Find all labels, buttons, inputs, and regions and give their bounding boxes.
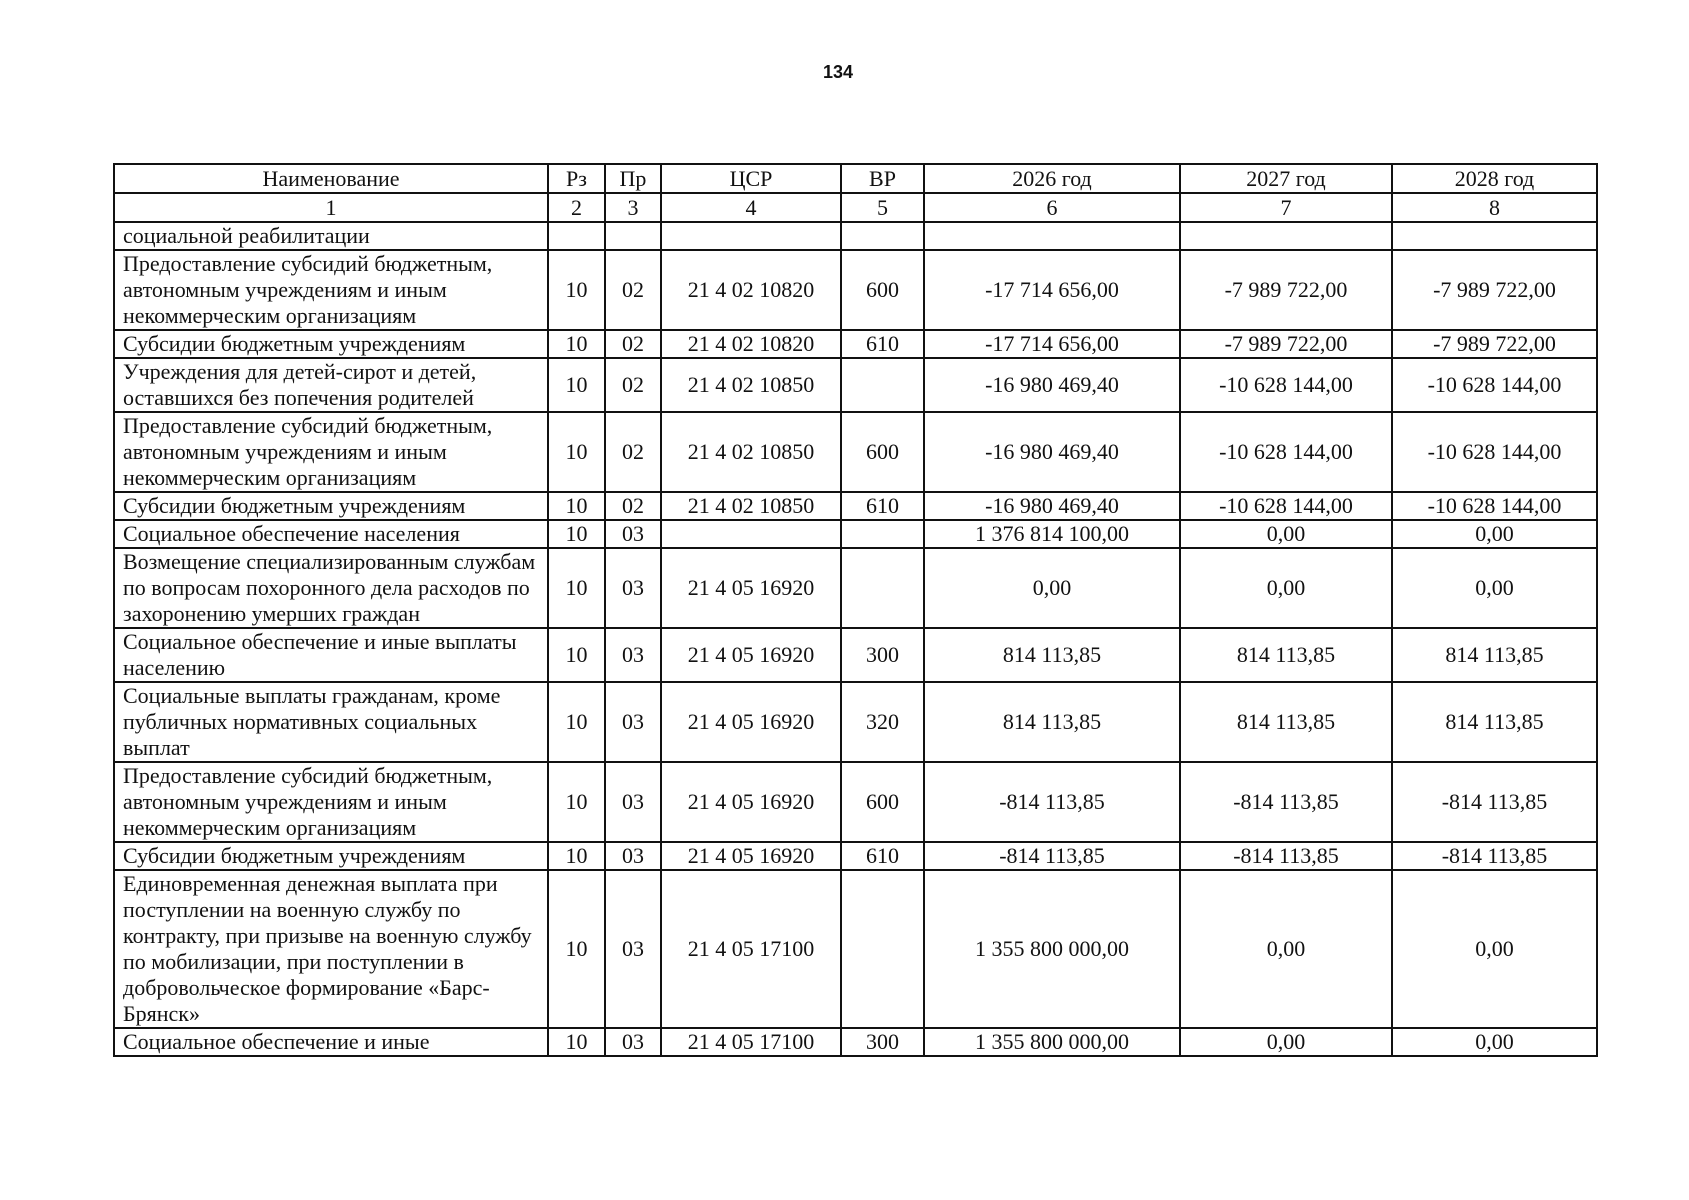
amount-2028-cell	[1392, 222, 1597, 250]
column-number: 6	[924, 193, 1180, 222]
table-row	[114, 870, 1597, 1028]
csr-cell: 21 4 02 10820	[661, 330, 841, 358]
vr-cell	[841, 520, 924, 548]
table-body	[114, 222, 1597, 1056]
pr-cell: 03	[605, 548, 661, 628]
rz-cell: 10	[548, 628, 605, 682]
name-cell: Возмещение специализированным службам по вопросам похоронного дела расходов по захоронению умерших граждан	[114, 548, 548, 628]
amount-2027-cell: -7 989 722,00	[1180, 250, 1392, 330]
pr-cell	[605, 222, 661, 250]
vr-cell: 600	[841, 250, 924, 330]
table-row	[114, 412, 1597, 492]
amount-2028-cell: 0,00	[1392, 870, 1597, 1028]
vr-cell	[841, 870, 924, 1028]
amount-2026-cell: -814 113,85	[924, 842, 1180, 870]
amount-2027-cell: 0,00	[1180, 870, 1392, 1028]
rz-cell: 10	[548, 762, 605, 842]
amount-2027-cell: 0,00	[1180, 548, 1392, 628]
amount-2026-cell	[924, 222, 1180, 250]
amount-2026-cell: -16 980 469,40	[924, 358, 1180, 412]
column-header-rz: Рз	[548, 164, 605, 193]
amount-2028-cell: 0,00	[1392, 520, 1597, 548]
amount-2027-cell	[1180, 222, 1392, 250]
table-row	[114, 1028, 1597, 1056]
pr-cell: 03	[605, 682, 661, 762]
amount-2026-cell: -17 714 656,00	[924, 330, 1180, 358]
table-row	[114, 548, 1597, 628]
name-cell: Социальное обеспечение и иные выплаты населению	[114, 628, 548, 682]
column-number: 4	[661, 193, 841, 222]
table-row	[114, 250, 1597, 330]
name-cell: Социальные выплаты гражданам, кроме публичных нормативных социальных выплат	[114, 682, 548, 762]
amount-2028-cell: 0,00	[1392, 1028, 1597, 1056]
amount-2027-cell: -814 113,85	[1180, 762, 1392, 842]
csr-cell	[661, 222, 841, 250]
vr-cell: 300	[841, 628, 924, 682]
vr-cell: 610	[841, 492, 924, 520]
vr-cell	[841, 358, 924, 412]
amount-2026-cell: -17 714 656,00	[924, 250, 1180, 330]
rz-cell	[548, 222, 605, 250]
amount-2027-cell: -10 628 144,00	[1180, 358, 1392, 412]
pr-cell: 02	[605, 330, 661, 358]
rz-cell: 10	[548, 330, 605, 358]
name-cell: Предоставление субсидий бюджетным, автономным учреждениям и иным некоммерческим организациям	[114, 412, 548, 492]
pr-cell: 03	[605, 762, 661, 842]
pr-cell: 03	[605, 1028, 661, 1056]
amount-2026-cell: -16 980 469,40	[924, 492, 1180, 520]
name-cell: Предоставление субсидий бюджетным, автономным учреждениям и иным некоммерческим организациям	[114, 250, 548, 330]
rz-cell: 10	[548, 520, 605, 548]
vr-cell: 600	[841, 762, 924, 842]
amount-2028-cell: -7 989 722,00	[1392, 330, 1597, 358]
amount-2026-cell: -16 980 469,40	[924, 412, 1180, 492]
column-number: 5	[841, 193, 924, 222]
pr-cell: 03	[605, 628, 661, 682]
vr-cell: 300	[841, 1028, 924, 1056]
amount-2026-cell: 1 376 814 100,00	[924, 520, 1180, 548]
table-row	[114, 330, 1597, 358]
amount-2026-cell: -814 113,85	[924, 762, 1180, 842]
amount-2028-cell: -10 628 144,00	[1392, 412, 1597, 492]
pr-cell: 03	[605, 520, 661, 548]
amount-2027-cell: 814 113,85	[1180, 628, 1392, 682]
csr-cell: 21 4 02 10850	[661, 358, 841, 412]
column-header-name: Наименование	[114, 164, 548, 193]
budget-table	[113, 163, 1598, 1057]
csr-cell: 21 4 05 16920	[661, 762, 841, 842]
rz-cell: 10	[548, 412, 605, 492]
name-cell: Единовременная денежная выплата при поступлении на военную службу по контракту, при призыве на военную службу по мобилизации, при поступлении в добровольческое формирование «Барс-Брянск»	[114, 870, 548, 1028]
rz-cell: 10	[548, 548, 605, 628]
rz-cell: 10	[548, 250, 605, 330]
name-cell: Социальное обеспечение населения	[114, 520, 548, 548]
vr-cell: 610	[841, 330, 924, 358]
table-row	[114, 222, 1597, 250]
pr-cell: 03	[605, 842, 661, 870]
csr-cell: 21 4 05 16920	[661, 682, 841, 762]
name-cell: Учреждения для детей-сирот и детей, оставшихся без попечения родителей	[114, 358, 548, 412]
csr-cell: 21 4 02 10850	[661, 412, 841, 492]
name-cell: Субсидии бюджетным учреждениям	[114, 492, 548, 520]
rz-cell: 10	[548, 682, 605, 762]
column-number-row	[114, 193, 1597, 222]
amount-2026-cell: 814 113,85	[924, 628, 1180, 682]
csr-cell: 21 4 05 17100	[661, 870, 841, 1028]
table-row	[114, 762, 1597, 842]
name-cell: Социальное обеспечение и иные	[114, 1028, 548, 1056]
amount-2028-cell: 814 113,85	[1392, 682, 1597, 762]
csr-cell: 21 4 05 16920	[661, 548, 841, 628]
column-header-2026: 2026 год	[924, 164, 1180, 193]
name-cell: социальной реабилитации	[114, 222, 548, 250]
column-header-csr: ЦСР	[661, 164, 841, 193]
column-number: 7	[1180, 193, 1392, 222]
table-row	[114, 682, 1597, 762]
amount-2028-cell: 0,00	[1392, 548, 1597, 628]
column-header-vr: ВР	[841, 164, 924, 193]
pr-cell: 03	[605, 870, 661, 1028]
amount-2028-cell: -814 113,85	[1392, 762, 1597, 842]
amount-2027-cell: 0,00	[1180, 1028, 1392, 1056]
amount-2026-cell: 1 355 800 000,00	[924, 1028, 1180, 1056]
csr-cell: 21 4 02 10850	[661, 492, 841, 520]
vr-cell: 610	[841, 842, 924, 870]
amount-2028-cell: -814 113,85	[1392, 842, 1597, 870]
amount-2027-cell: -7 989 722,00	[1180, 330, 1392, 358]
amount-2026-cell: 814 113,85	[924, 682, 1180, 762]
csr-cell	[661, 520, 841, 548]
column-header-2027: 2027 год	[1180, 164, 1392, 193]
rz-cell: 10	[548, 492, 605, 520]
name-cell: Субсидии бюджетным учреждениям	[114, 842, 548, 870]
column-header-2028: 2028 год	[1392, 164, 1597, 193]
table-row	[114, 842, 1597, 870]
amount-2027-cell: -10 628 144,00	[1180, 492, 1392, 520]
amount-2027-cell: -814 113,85	[1180, 842, 1392, 870]
csr-cell: 21 4 05 16920	[661, 842, 841, 870]
name-cell: Субсидии бюджетным учреждениям	[114, 330, 548, 358]
csr-cell: 21 4 05 17100	[661, 1028, 841, 1056]
table-row	[114, 628, 1597, 682]
column-number: 3	[605, 193, 661, 222]
amount-2026-cell: 1 355 800 000,00	[924, 870, 1180, 1028]
vr-cell	[841, 548, 924, 628]
column-header-pr: Пр	[605, 164, 661, 193]
csr-cell: 21 4 05 16920	[661, 628, 841, 682]
amount-2028-cell: -10 628 144,00	[1392, 492, 1597, 520]
table-row	[114, 492, 1597, 520]
rz-cell: 10	[548, 1028, 605, 1056]
table-row	[114, 520, 1597, 548]
column-number: 8	[1392, 193, 1597, 222]
amount-2027-cell: 0,00	[1180, 520, 1392, 548]
column-number: 2	[548, 193, 605, 222]
amount-2028-cell: -7 989 722,00	[1392, 250, 1597, 330]
amount-2028-cell: -10 628 144,00	[1392, 358, 1597, 412]
page-number: 134	[822, 62, 854, 82]
vr-cell: 320	[841, 682, 924, 762]
pr-cell: 02	[605, 250, 661, 330]
rz-cell: 10	[548, 358, 605, 412]
pr-cell: 02	[605, 412, 661, 492]
amount-2027-cell: 814 113,85	[1180, 682, 1392, 762]
amount-2028-cell: 814 113,85	[1392, 628, 1597, 682]
pr-cell: 02	[605, 358, 661, 412]
amount-2027-cell: -10 628 144,00	[1180, 412, 1392, 492]
name-cell: Предоставление субсидий бюджетным, автономным учреждениям и иным некоммерческим организациям	[114, 762, 548, 842]
vr-cell: 600	[841, 412, 924, 492]
column-number: 1	[114, 193, 548, 222]
amount-2026-cell: 0,00	[924, 548, 1180, 628]
header-row	[114, 164, 1597, 193]
vr-cell	[841, 222, 924, 250]
rz-cell: 10	[548, 870, 605, 1028]
table-row	[114, 358, 1597, 412]
rz-cell: 10	[548, 842, 605, 870]
csr-cell: 21 4 02 10820	[661, 250, 841, 330]
pr-cell: 02	[605, 492, 661, 520]
